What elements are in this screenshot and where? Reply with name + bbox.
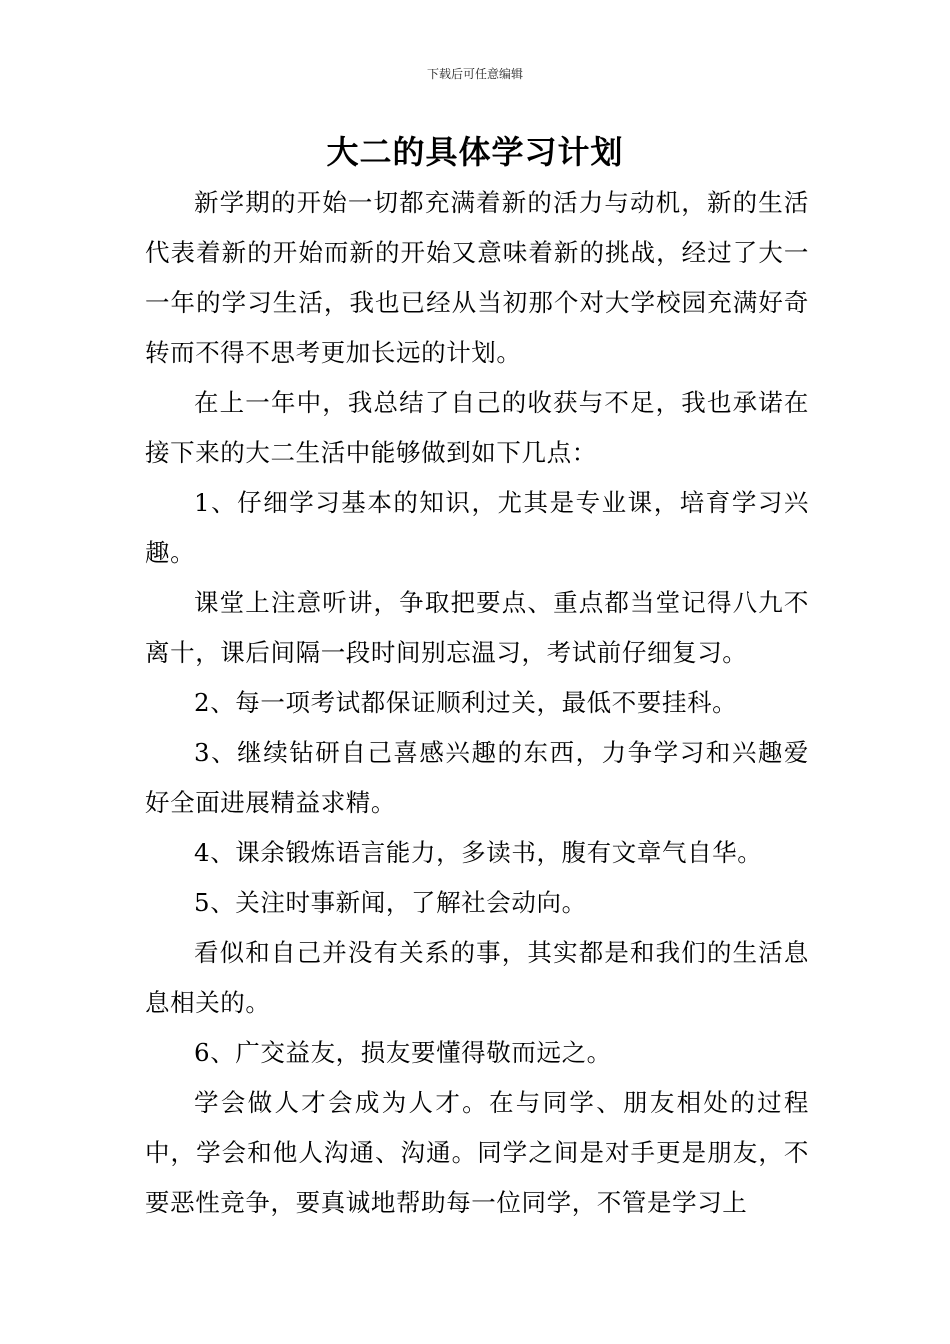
list-item: 3、继续钻研自己喜感兴趣的东西，力争学习和兴趣爱好全面进展精益求精。 (145, 738, 809, 817)
paragraph: 新学期的开始一切都充满着新的活力与动机，新的生活代表着新的开始而新的开始又意味着新的挑战，经过了大一一年的学习生活，我也已经从当初那个对大学校园充满好奇转而不得不思考更加长远的计划。 (145, 188, 809, 367)
paragraph: 课堂上注意听讲，争取把要点、重点都当堂记得八九不离十，课后间隔一段时间别忘温习，考试前仔细复习。 (145, 588, 809, 667)
header-note: 下载后可任意编辑 (426, 67, 523, 81)
list-item: 1、仔细学习基本的知识，尤其是专业课，培育学习兴趣。 (145, 488, 809, 567)
paragraph: 在上一年中，我总结了自己的收获与不足，我也承诺在接下来的大二生活中能够做到如下几点： (145, 388, 809, 467)
document-body (145, 178, 809, 1228)
list-item: 6、广交益友，损友要懂得敬而远之。 (194, 1038, 612, 1067)
document-title: 大二的具体学习计划 (326, 133, 624, 171)
list-item: 2、每一项考试都保证顺利过关，最低不要挂科。 (194, 688, 738, 717)
list-item: 5、关注时事新闻，了解社会动向。 (194, 888, 587, 917)
list-item: 4、课余锻炼语言能力，多读书，腹有文章气自华。 (194, 838, 763, 867)
paragraph: 学会做人才会成为人才。在与同学、朋友相处的过程中，学会和他人沟通、沟通。同学之间是对手更是朋友，不要恶性竞争，要真诚地帮助每一位同学，不管是学习上 (145, 1088, 809, 1217)
paragraph: 看似和自己并没有关系的事，其实都是和我们的生活息息相关的。 (145, 938, 809, 1017)
